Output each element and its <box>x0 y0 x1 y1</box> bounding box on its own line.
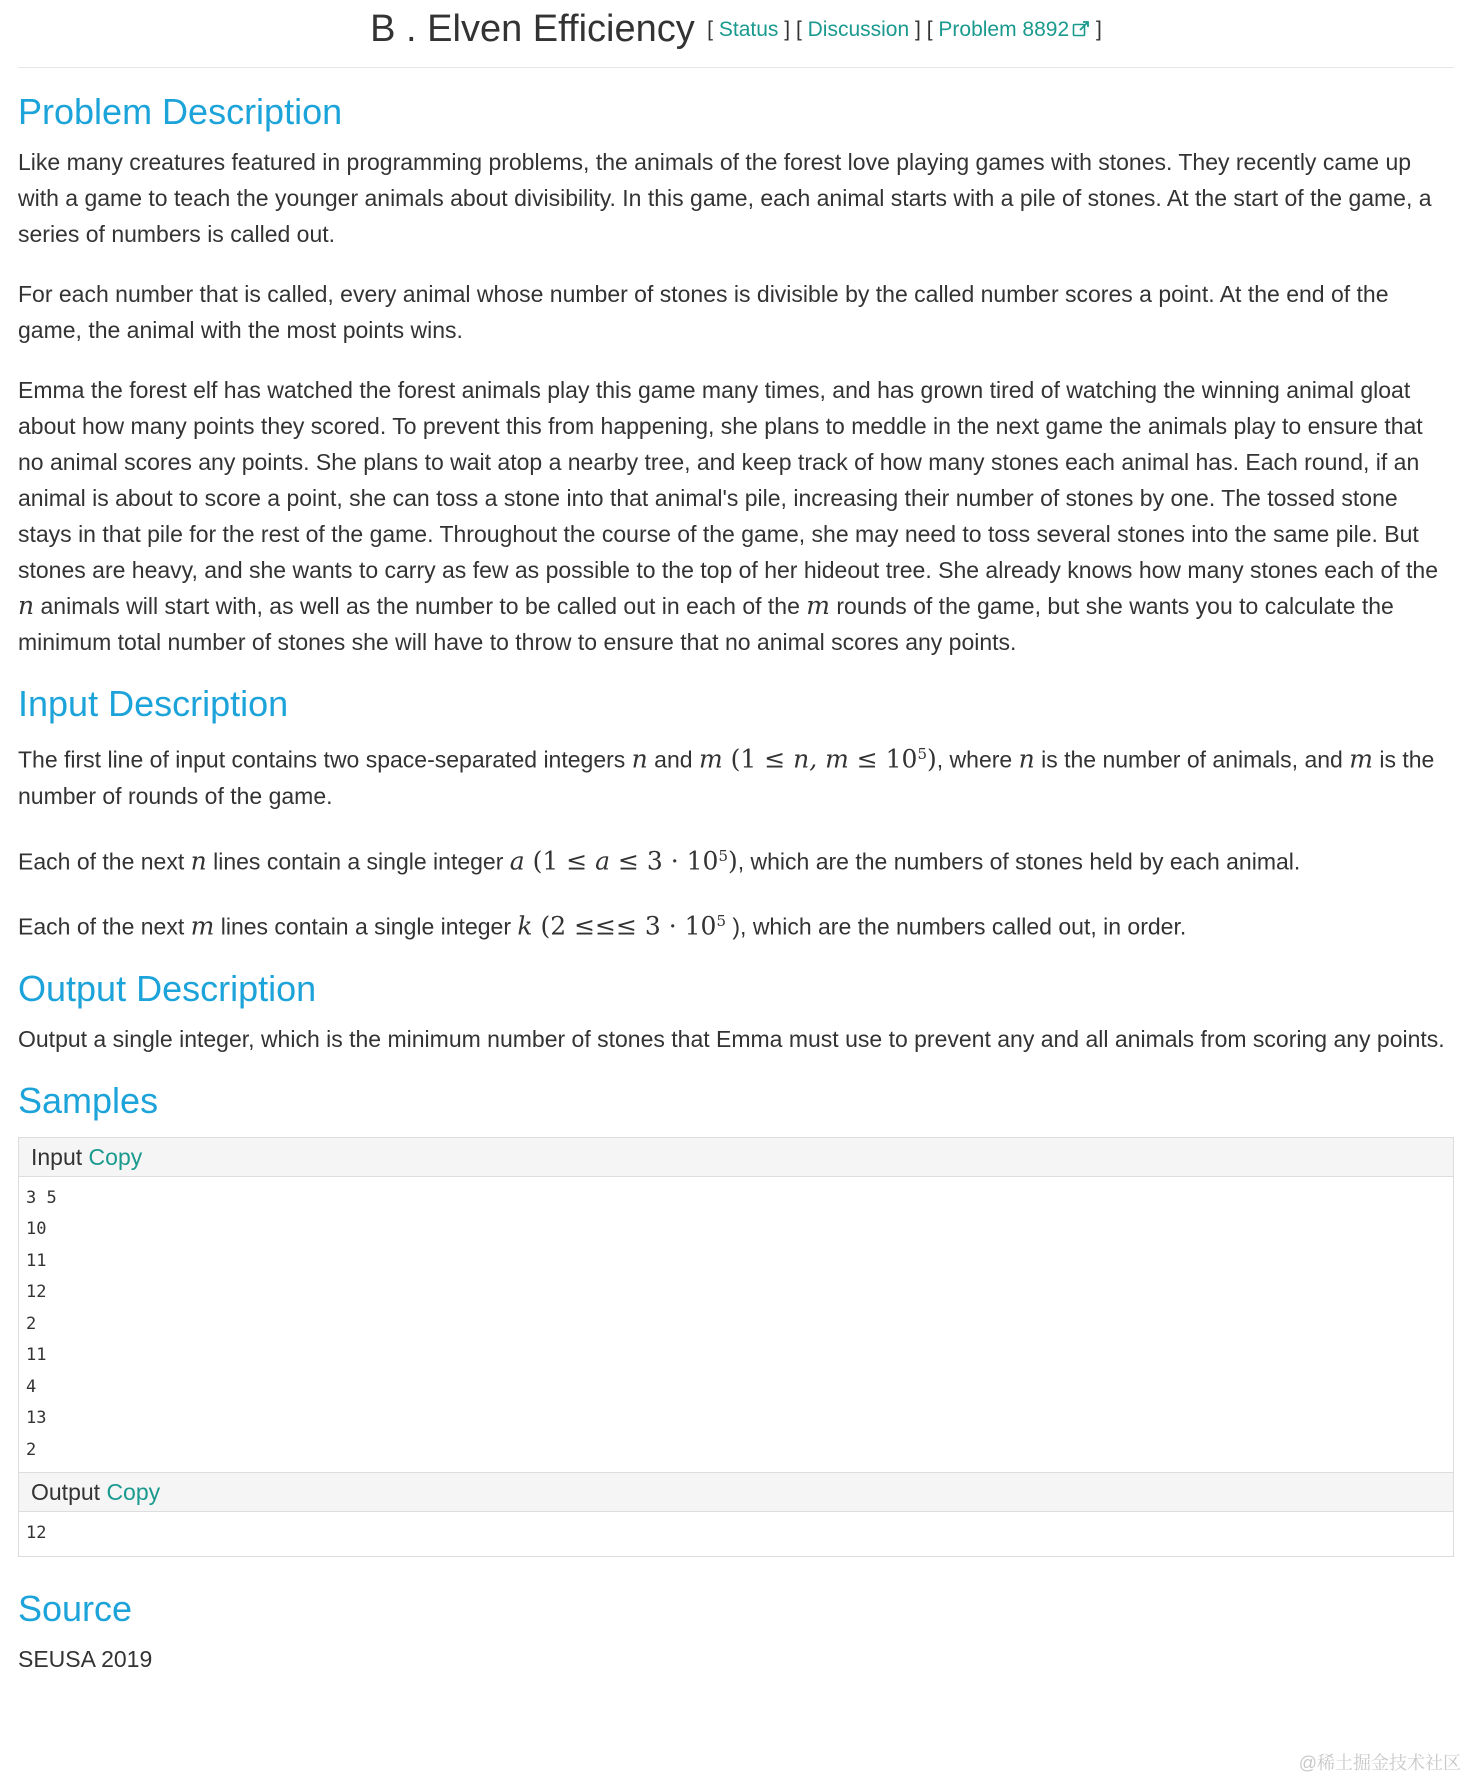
copy-input-button[interactable]: Copy <box>88 1143 143 1170</box>
watermark: @稀土掘金技术社区 <box>1298 1753 1461 1773</box>
status-link[interactable]: Status <box>718 17 779 41</box>
copy-output-button[interactable]: Copy <box>106 1479 161 1506</box>
source-text: SEUSA 2019 <box>18 1645 153 1672</box>
input-line-2: Each of the next n lines contain a single integer a $(1 \le a \le 3 \cdot 10^5)$, which are the numbers of stones held by each animal. <box>18 846 1301 876</box>
problem-description-p1: Like many creatures featured in programming problems, the animals of the forest love playing games with stones. They recently came up with a game to teach the younger animals about divisibility. In this game, each animal starts with a pile of stones. At the start of the game, a series of numbers is called out. <box>18 149 1432 247</box>
title-links: [ Status ] [ Discussion ] [ Problem 8892 ] <box>707 17 1102 41</box>
output-description-heading: Output Description <box>18 967 317 1009</box>
samples-heading: Samples <box>18 1079 159 1121</box>
sample-output-label: Output <box>31 1479 101 1506</box>
problem-title: B . Elven Efficiency <box>370 8 695 50</box>
output-description-text: Output a single integer, which is the minimum number of stones that Emma must use to prevent any and all animals from scoring any points. <box>18 1025 1445 1052</box>
title-bar <box>18 0 1454 68</box>
problem-link-label: Problem 8892 <box>938 17 1070 41</box>
problem-description-heading: Problem Description <box>18 91 343 132</box>
samples-box <box>18 1137 1454 1557</box>
sample-input-label: Input <box>31 1143 83 1170</box>
sample-output-header <box>19 1472 1453 1512</box>
source-heading: Source <box>18 1587 133 1629</box>
input-line-1: The first line of input contains two space-separated integers n and m (1 ≤ n, $m \le 10^5$), where n is the number of animals, and m is the number of rounds of the game. <box>18 744 1435 809</box>
input-line-3: Each of the next m lines contain a single integer k (2 ≤≤≤ $3 \cdot 10^5$ ), which are the numbers called out, in order. <box>18 911 1187 941</box>
discussion-link[interactable]: Discussion <box>807 17 910 41</box>
problem-link[interactable] <box>938 18 1090 41</box>
problem-page <box>18 0 1454 1701</box>
problem-description-p2: For each number that is called, every animal whose number of stones is divisible by the called number scores a point. At the end of the game, the animal with the most points wins. <box>18 281 1389 343</box>
sample-input-header <box>19 1138 1453 1177</box>
sample-output-text: 12 <box>26 1523 47 1544</box>
input-description-heading: Input Description <box>18 683 289 724</box>
problem-description-p3: Emma the forest elf has watched the forest animals play this game many times, and has grown tired of watching the winning animal gloat about how many points they scored. To prevent this from happening, she plans to meddle in the next game the animals play to ensure that no animal scores any points. She plans to wait atop a nearby tree, and keep track of how many stones each animal has. Each round, if an animal is about to score a point, she can toss a stone into that animal's pile, increasing their number of stones by one. The tossed stone stays in that pile for the rest of the game. Throughout the course of the game, she may need to toss several stones into the same pile. But stones are heavy, and she wants to carry as few as possible to the top of her hideout tree. She already knows how many stones each of the n animals will start with, as well as the number to be called out in each of the m rounds of the game, but she wants you to calculate the minimum total number of stones she will have to throw to ensure that no animal scores any points. <box>18 377 1439 655</box>
external-link-icon <box>1072 20 1090 38</box>
sample-input-text: 3 5 10 11 12 2 11 4 13 2 <box>26 1187 57 1460</box>
